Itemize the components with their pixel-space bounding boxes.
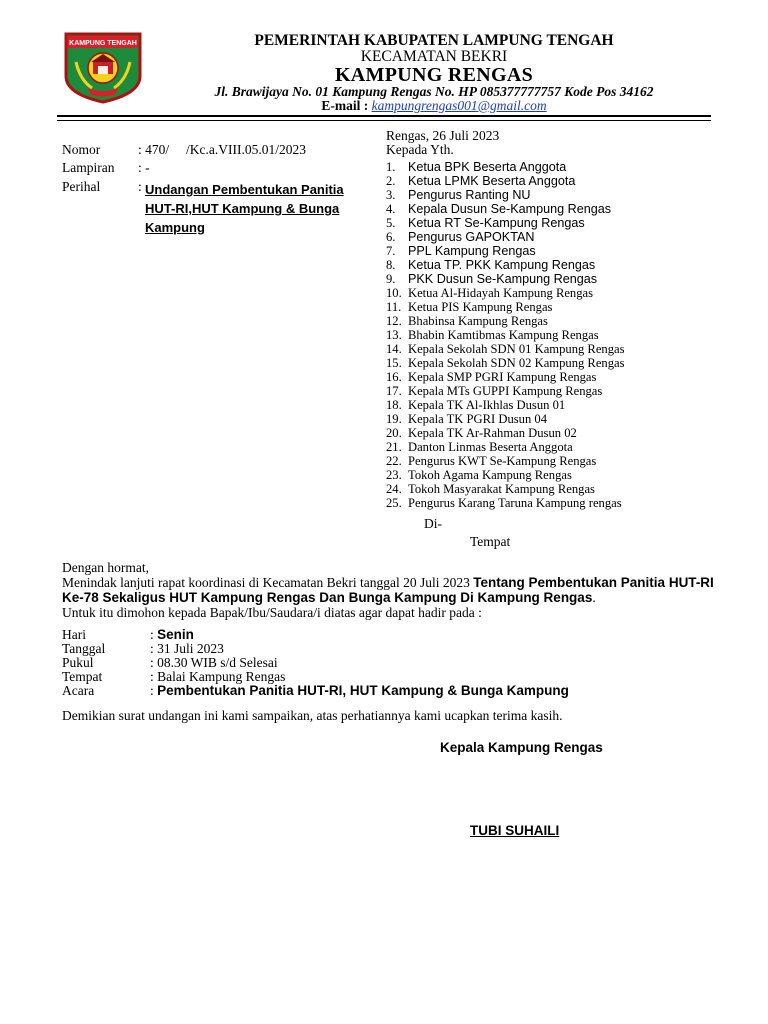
recipient-item	[386, 286, 625, 300]
di-line: Di-	[424, 516, 442, 531]
recipient-text: Kepala TK Al-Ikhlas Dusun 01	[408, 398, 566, 412]
recipient-item	[386, 356, 625, 370]
recipient-number: 12.	[386, 314, 402, 328]
recipient-text: Ketua Al-Hidayah Kampung Rengas	[408, 286, 594, 300]
recipient-number: 2.	[386, 174, 396, 188]
recipient-number: 21.	[386, 440, 402, 454]
recipient-item	[386, 188, 625, 202]
recipient-text: Pengurus Karang Taruna Kampung rengas	[408, 496, 622, 510]
detail-label: Tanggal	[62, 641, 106, 656]
email-line	[50, 98, 768, 114]
village-name: KAMPUNG RENGAS	[334, 64, 534, 86]
recipient-text: Kepala Sekolah SDN 01 Kampung Rengas	[408, 342, 625, 356]
email-link[interactable]: kampungrengas001@gmail.com	[371, 98, 547, 113]
perihal-label: Perihal	[62, 179, 101, 194]
government-name: PEMERINTAH KABUPATEN LAMPUNG TENGAH	[254, 32, 614, 49]
recipient-text: Bhabin Kamtibmas Kampung Rengas	[408, 328, 599, 342]
para-bold: Tentang Pembentukan Panitia HUT-RI Ke-78 Sekaligus HUT Kampung Rengas Dan Bunga Kampung Di Kampung Rengas	[62, 575, 714, 605]
recipient-text: Ketua PIS Kampung Rengas	[408, 300, 553, 314]
recipient-item	[386, 272, 625, 286]
recipient-item	[386, 440, 625, 454]
recipient-number: 1.	[386, 160, 396, 174]
detail-value	[150, 683, 569, 699]
recipient-item	[386, 482, 625, 496]
recipient-item	[386, 174, 625, 188]
recipient-text: Ketua TP. PKK Kampung Rengas	[408, 258, 596, 272]
nomor-label: Nomor	[62, 142, 101, 157]
recipient-text: Kepala TK PGRI Dusun 04	[408, 412, 547, 426]
recipient-item	[386, 160, 625, 174]
recipient-text: Pengurus GAPOKTAN	[408, 230, 535, 244]
detail-label: Hari	[62, 627, 86, 642]
recipient-item	[386, 384, 625, 398]
recipient-number: 17.	[386, 384, 402, 398]
recipient-item	[386, 244, 625, 258]
detail-value-text: Balai Kampung Rengas	[157, 669, 286, 684]
closing-sentence: Demikian surat undangan ini kami sampaikan, atas perhatiannya kami ucapkan terima kasih.	[62, 708, 563, 723]
signatory-title: Kepala Kampung Rengas	[440, 740, 603, 755]
svg-text:KAMPUNG TENGAH: KAMPUNG TENGAH	[69, 40, 137, 47]
recipient-number: 4.	[386, 202, 396, 216]
recipient-item	[386, 468, 625, 482]
addressee-heading: Kepada Yth.	[386, 142, 454, 157]
recipient-text: Ketua BPK Beserta Anggota	[408, 160, 567, 174]
recipient-text: Pengurus KWT Se-Kampung Rengas	[408, 454, 597, 468]
recipient-text: Ketua LPMK Beserta Anggota	[408, 174, 576, 188]
recipient-list	[386, 160, 625, 510]
detail-value-text: 31 Juli 2023	[157, 641, 224, 656]
recipient-item	[386, 300, 625, 314]
header-rule-thick	[57, 115, 711, 117]
recipient-text: Kepala Sekolah SDN 02 Kampung Rengas	[408, 356, 625, 370]
recipient-text: Ketua RT Se-Kampung Rengas	[408, 216, 585, 230]
recipient-item	[386, 216, 625, 230]
recipient-text: Kepala SMP PGRI Kampung Rengas	[408, 370, 597, 384]
detail-label: Tempat	[62, 669, 103, 684]
recipient-text: Pengurus Ranting NU	[408, 188, 531, 202]
recipient-number: 23.	[386, 468, 402, 482]
recipient-item	[386, 454, 625, 468]
perihal-value: Undangan Pembentukan Panitia HUT-RI,HUT Kampung & Bunga Kampung	[145, 182, 344, 235]
recipient-number: 16.	[386, 370, 402, 384]
recipient-number: 15.	[386, 356, 402, 370]
recipient-number: 22.	[386, 454, 402, 468]
office-address: Jl. Brawijaya No. 01 Kampung Rengas No. HP 085377777757 Kode Pos 34162	[214, 84, 654, 99]
recipient-number: 14.	[386, 342, 402, 356]
recipient-text: PPL Kampung Rengas	[408, 244, 536, 258]
recipient-number: 5.	[386, 216, 396, 230]
recipient-text: Bhabinsa Kampung Rengas	[408, 314, 548, 328]
attendance-request: Untuk itu dimohon kepada Bapak/Ibu/Saudara/i diatas agar dapat hadir pada :	[62, 605, 482, 620]
detail-value-text: Senin	[157, 627, 194, 642]
district-name: KECAMATAN BEKRI	[360, 48, 508, 65]
recipient-text: Kepala MTs GUPPI Kampung Rengas	[408, 384, 603, 398]
recipient-text: Tokoh Agama Kampung Rengas	[408, 468, 572, 482]
recipient-number: 18.	[386, 398, 402, 412]
recipient-number: 13.	[386, 328, 402, 342]
letter-date: Rengas, 26 Juli 2023	[386, 128, 500, 143]
detail-colon: :	[150, 683, 158, 698]
recipient-text: PKK Dusun Se-Kampung Rengas	[408, 272, 598, 286]
detail-colon: :	[150, 641, 158, 656]
recipient-item	[386, 202, 625, 216]
detail-value-text: 08.30 WIB s/d Selesai	[157, 655, 278, 670]
recipient-item	[386, 496, 625, 510]
recipient-text: Tokoh Masyarakat Kampung Rengas	[408, 482, 595, 496]
recipient-number: 8.	[386, 258, 396, 272]
recipient-number: 6.	[386, 230, 396, 244]
lampiran-value: : -	[138, 160, 150, 175]
detail-label: Acara	[62, 683, 95, 698]
recipient-number: 20.	[386, 426, 402, 440]
recipient-item	[386, 258, 625, 272]
recipient-number: 3.	[386, 188, 396, 202]
detail-colon: :	[150, 655, 158, 670]
recipient-number: 25.	[386, 496, 402, 510]
recipient-number: 11.	[386, 300, 402, 314]
body-paragraph	[62, 575, 722, 605]
detail-label: Pukul	[62, 655, 94, 670]
recipient-text: Kepala Dusun Se-Kampung Rengas	[408, 202, 612, 216]
recipient-text: Kepala TK Ar-Rahman Dusun 02	[408, 426, 577, 440]
lampiran-label: Lampiran	[62, 160, 115, 175]
recipient-item	[386, 426, 625, 440]
recipient-item	[386, 370, 625, 384]
detail-colon: :	[150, 627, 158, 642]
recipient-number: 24.	[386, 482, 402, 496]
recipient-number: 7.	[386, 244, 396, 258]
para-end: .	[592, 590, 596, 605]
perihal-colon: :	[138, 179, 142, 194]
tempat-line: Tempat	[470, 534, 511, 549]
nomor-value: : 470/ /Kc.a.VIII.05.01/2023	[138, 142, 306, 157]
recipient-number: 19.	[386, 412, 402, 426]
recipient-item	[386, 342, 625, 356]
recipient-text: Danton Linmas Beserta Anggota	[408, 440, 573, 454]
recipient-item	[386, 412, 625, 426]
recipient-number: 10.	[386, 286, 402, 300]
recipient-item	[386, 398, 625, 412]
detail-value-text: Pembentukan Panitia HUT-RI, HUT Kampung & Bunga Kampung	[157, 683, 569, 698]
para-start: Menindak lanjuti rapat koordinasi di Kecamatan Bekri tanggal 20 Juli 2023	[62, 575, 474, 590]
signatory-name: TUBI SUHAILI	[470, 823, 560, 838]
recipient-item	[386, 314, 625, 328]
detail-colon: :	[150, 669, 158, 684]
recipient-number: 9.	[386, 272, 396, 286]
header-rule-thin	[57, 120, 711, 121]
greeting: Dengan hormat,	[62, 560, 149, 575]
email-label: E-mail :	[321, 98, 369, 113]
recipient-item	[386, 328, 625, 342]
recipient-item	[386, 230, 625, 244]
